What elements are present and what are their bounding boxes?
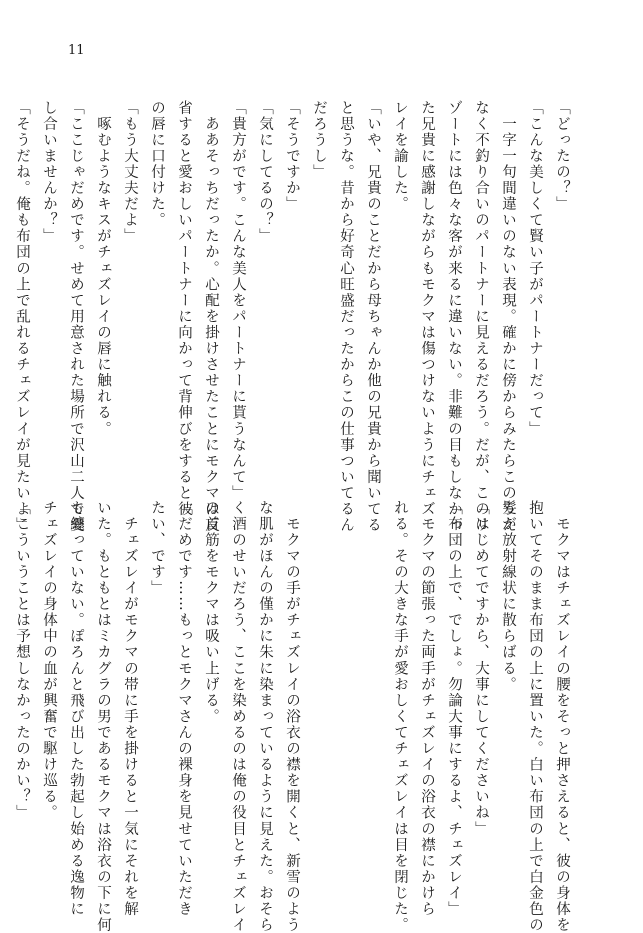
text-line: 一字一句間違いのない表現。確かに傍からみたらこのうえ (500, 100, 516, 534)
text-line: の首筋をモクマは吸い上げる。 (203, 500, 219, 725)
text-line: 「ここじゃだめです。せめて用意された場所で沢山二人で愛 (68, 100, 84, 534)
text-line: モクマの手がチェズレイの浴衣の襟を開くと、新雪のよう (284, 500, 300, 933)
text-line: 「どったの？」 (554, 100, 570, 213)
text-line: た兄貴に感謝しながらもモクマは傷つけないようにチェズ (419, 100, 435, 518)
text-line: 「こんな美しくて賢い子がパートナーだって」 (527, 100, 543, 438)
text-line: 「いや、兄貴のことだから母ちゃんか他の兄貴から聞いてる (365, 100, 381, 534)
text-line: 抱いてそのまま布団の上に置いた。白い布団の上で白金色の (527, 500, 543, 933)
text-line: の唇に口付けた。 (149, 100, 165, 229)
text-line: たい、です」 (149, 500, 165, 597)
text-line: く酒のせいだろう、ここを染めるのは俺の役目とチェズレイ (230, 500, 246, 933)
text-line: 「もう大丈夫だよ」 (122, 100, 138, 245)
text-line: も纏っていない。ぽろんと飛び出した勃起し始める逸物に (68, 500, 84, 918)
text-line: 髪が放射線状に散らばる。 (500, 500, 516, 693)
text-line: 「はじめてですから、大事にしてくださいね」 (473, 500, 489, 838)
text-line: 「貴方がです。こんな美人をパートナーに貰うなんて」 (230, 100, 246, 502)
text-block-bottom (8, 500, 575, 933)
text-line: 「そうだね。俺も布団の上で乱れるチェズレイが見たいよ」 (14, 100, 30, 534)
page-number: 11 (68, 43, 85, 58)
text-line: 「気にしてるの？」 (257, 100, 273, 245)
text-line: なく不釣り合いのパートナーに見えるだろう。だが、このリ (473, 100, 489, 534)
text-line: し合いませんか？」 (41, 100, 57, 245)
text-line: ゾートには色々な客が来るに違いない。非難の目もしなかっ (446, 100, 462, 534)
text-line: だろうし」 (311, 100, 327, 181)
text-line: れる。その大きな手が愛おしくてチェズレイは目を閉じた。 (392, 500, 408, 933)
text-line: と思うな。昔から好奇心旺盛だったからこの仕事ついてるん (338, 100, 354, 534)
text-line: レイを諭した。 (392, 100, 408, 213)
text-line (332, 500, 359, 860)
text-line: 「こういうことは予想しなかったのかい？」 (14, 500, 30, 821)
text-line: 啄むようなキスがチェズレイの唇に触れる。 (95, 100, 111, 438)
text-line: いた。もともとはミカグラの男であるモクマは浴衣の下に何 (95, 500, 111, 933)
text-line: モクマの節張った両手がチェズレイの浴衣の襟にかけら (419, 500, 435, 918)
text-line: な肌がほんの僅かに朱に染まっているように見えた。おそら (257, 500, 273, 933)
text-line: チェズレイの身体中の血が興奮で駆け巡る。 (41, 500, 57, 821)
text-line: モクマはチェズレイの腰をそっと押さえると、彼の身体を (554, 500, 570, 933)
text-line: 「そうですか」 (284, 100, 300, 213)
text-line: 「布団の上で、でしょ。勿論大事にするよ、チェズレイ」 (446, 500, 462, 918)
text-block-top (8, 100, 575, 534)
text-line (359, 500, 386, 860)
text-line: 省すると愛おしいパートナーに向かって背伸びをすると彼 (176, 100, 192, 518)
text-line (305, 500, 332, 860)
text-line: 「だめです……もっとモクマさんの裸身を見せていただき (176, 500, 192, 918)
text-line: ああそっちだったか。心配を掛けさせたことにモクマは反 (203, 100, 219, 534)
text-line: チェズレイがモクマの帯に手を掛けると一気にそれを解 (122, 500, 138, 918)
